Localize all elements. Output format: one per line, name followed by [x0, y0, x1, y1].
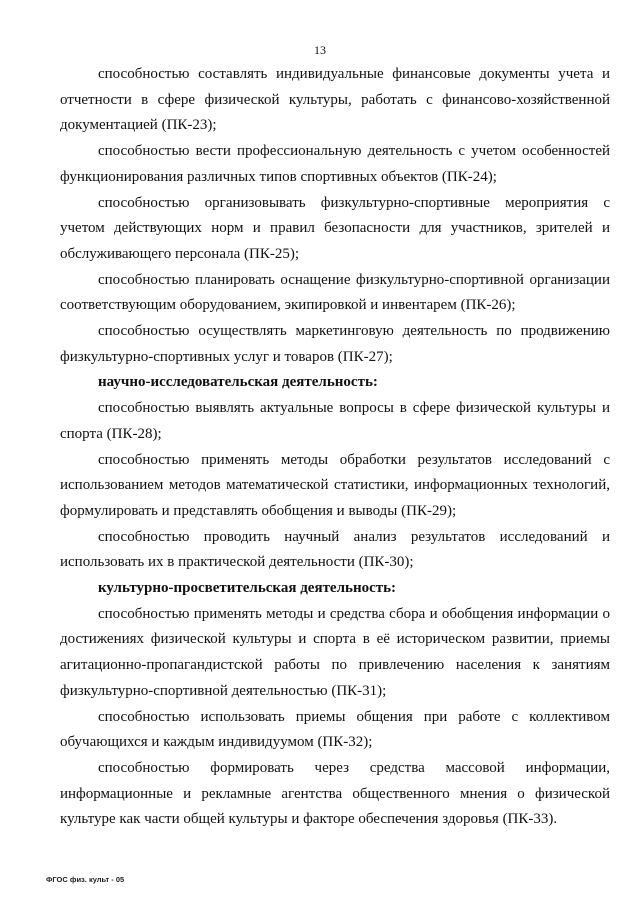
footer-label: ФГОС физ. культ - 05 [46, 875, 125, 884]
competency-pk-25: способностью организовывать физкультурно-спортивные мероприятия с учетом действующих норм и правил безопасности для участников, зрителей и обслуживающего персонала (ПК-25); [60, 194, 610, 262]
competency-pk-30: способностью проводить научный анализ результатов исследований и использовать их в практической деятельности (ПК-30); [60, 528, 610, 571]
competency-pk-29: способностью применять методы обработки результатов исследований с использованием методов математической статистики, информационных технологий, формулировать и представлять обобщения и выводы (ПК-29); [60, 451, 610, 519]
competency-pk-23: способностью составлять индивидуальные финансовые документы учета и отчетности в сфере физической культуры, работать с финансово-хозяйственной документацией (ПК-23); [60, 66, 610, 134]
competency-pk-33: способностью формировать через средства массовой информации, информационные и рекламные агентства общественного мнения о физической культуре как части общей культуры и факторе обеспечения здоровья (ПК-33). [60, 759, 610, 828]
document-body [60, 62, 610, 833]
competency-pk-24: способностью вести профессиональную деятельность с учетом особенностей функционирования различных типов спортивных объектов (ПК-24); [60, 143, 610, 185]
section-heading-research: научно-исследовательская деятельность: [98, 374, 378, 391]
competency-pk-27: способностью осуществлять маркетинговую деятельность по продвижению физкультурно-спортивных услуг и товаров (ПК-27); [60, 323, 610, 365]
page-number: 13 [314, 43, 326, 57]
competency-pk-26: способностью планировать оснащение физкультурно-спортивной организации соответствующим оборудованием, экипировкой и инвентарем (ПК-26); [60, 271, 610, 314]
competency-pk-28: способностью выявлять актуальные вопросы в сфере физической культуры и спорта (ПК-28); [60, 400, 610, 442]
competency-pk-32: способностью использовать приемы общения при работе с коллективом обучающихся и каждым индивидуумом (ПК-32); [60, 708, 610, 751]
competency-pk-31: способностью применять методы и средства сбора и обобщения информации о достижениях физической культуры и спорта в её историческом развитии, приемы агитационно-пропагандистской работы по привлечению населения к занятиям физкультурно-спортивной деятельностью (ПК-31); [60, 605, 610, 699]
section-heading-cultural: культурно-просветительская деятельность: [98, 580, 397, 597]
